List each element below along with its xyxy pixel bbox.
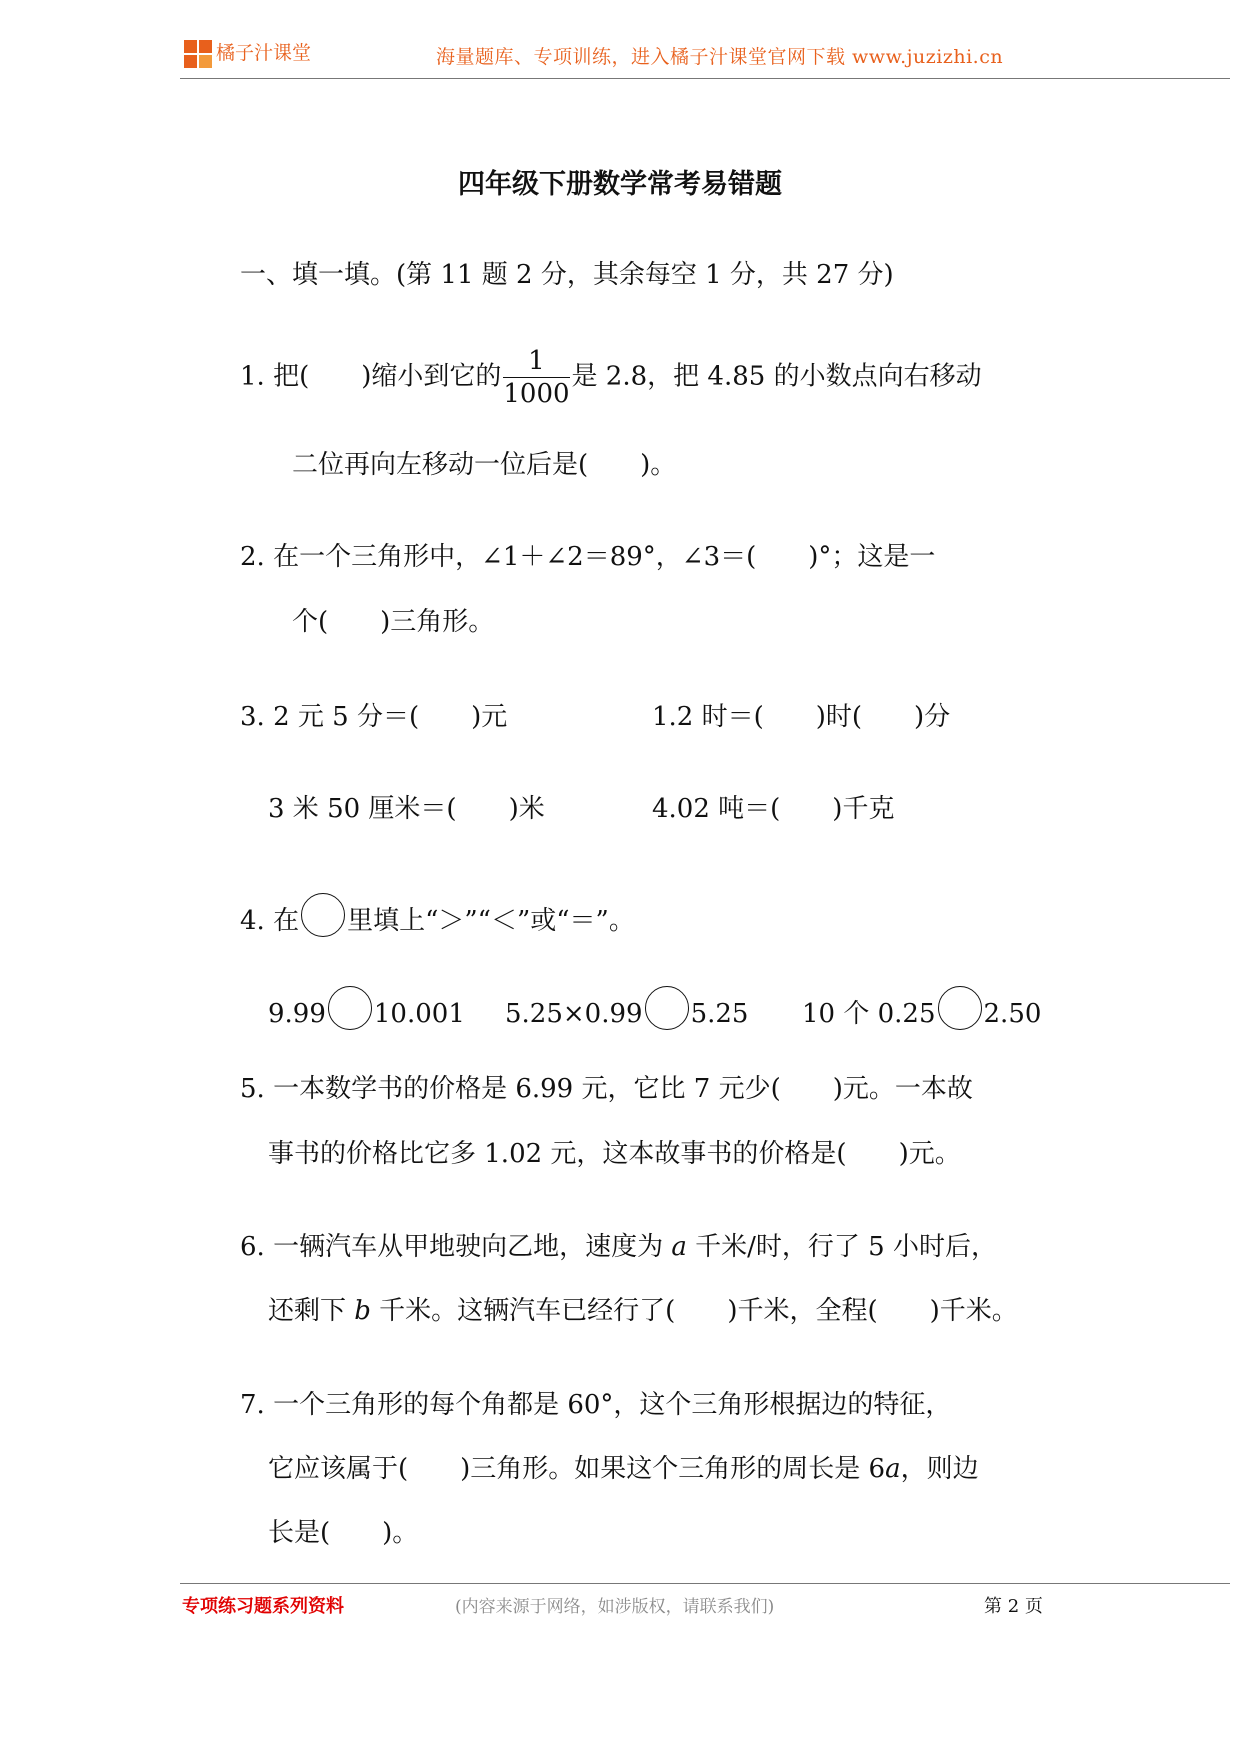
footer-divider (180, 1583, 1230, 1584)
q4-text-a: 4. 在 (240, 906, 300, 936)
comparison-3-left: 10 个 0.25 (802, 999, 936, 1029)
variable-b: b (354, 1296, 371, 1326)
question-7-line-1: 7. 一个三角形的每个角都是 60°，这个三角形根据边的特征， (240, 1390, 952, 1420)
comparison-3 (802, 986, 1041, 1031)
header-slogan[interactable]: 海量题库、专项训练，进入橘子汁课堂官网下载 www.juzizhi.cn (436, 46, 1004, 68)
comparison-2 (505, 986, 748, 1031)
q7-text-2a: 它应该属于( )三角形。如果这个三角形的周长是 6 (268, 1454, 886, 1484)
comparison-1-circle[interactable] (328, 986, 372, 1030)
answer-circle[interactable] (301, 893, 345, 937)
question-2-line-2: 个( )三角形。 (292, 607, 495, 637)
question-3-item-c: 3 米 50 厘米＝( )米 (268, 794, 545, 824)
logo-text: 橘子汁课堂 (216, 42, 312, 64)
comparison-2-left: 5.25×0.99 (505, 999, 643, 1029)
question-6-line-2 (268, 1294, 1018, 1328)
q6-text-1a: 6. 一辆汽车从甲地驶向乙地，速度为 (240, 1232, 672, 1262)
variable-a: a (671, 1232, 687, 1262)
q6-text-2b: 千米。这辆汽车已经行了( )千米，全程( )千米。 (370, 1296, 1018, 1326)
comparison-1-left: 9.99 (268, 999, 326, 1029)
question-3-item-d: 4.02 吨＝( )千克 (652, 794, 895, 824)
q6-text-1b: 千米/时，行了 5 小时后， (686, 1232, 997, 1262)
orange-logo-icon (184, 40, 214, 70)
q7-text-2b: ，则边 (900, 1454, 979, 1484)
variable-a: a (885, 1454, 901, 1484)
fraction (503, 348, 569, 407)
question-3-item-a: 3. 2 元 5 分＝( )元 (240, 702, 508, 732)
question-6-line-1 (240, 1230, 997, 1264)
question-5-line-1: 5. 一本数学书的价格是 6.99 元，它比 7 元少( )元。一本故 (240, 1074, 973, 1104)
comparison-1 (268, 986, 465, 1031)
fraction-denominator: 1000 (503, 379, 570, 409)
q1-text-a: 1. 把( )缩小到它的 (240, 361, 502, 392)
comparison-1-right: 10.001 (373, 999, 465, 1029)
fraction-numerator: 1 (503, 348, 569, 378)
q1-text-b: 是 2.8，把 4.85 的小数点向右移动 (571, 361, 982, 392)
question-5-line-2: 事书的价格比它多 1.02 元，这本故事书的价格是( )元。 (268, 1139, 961, 1169)
question-1-line-1 (240, 348, 982, 407)
question-2-line-1: 2. 在一个三角形中，∠1＋∠2＝89°，∠3＝( )°；这是一 (240, 542, 936, 572)
question-7-line-3: 长是( )。 (268, 1518, 419, 1548)
question-3-item-b: 1.2 时＝( )时( )分 (652, 702, 951, 732)
question-7-line-2 (268, 1452, 979, 1486)
comparison-2-right: 5.25 (690, 999, 749, 1029)
footer-copyright-note: (内容来源于网络，如涉版权，请联系我们) (455, 1597, 775, 1617)
footer-series-label: 专项练习题系列资料 (182, 1596, 344, 1617)
comparison-3-circle[interactable] (938, 986, 982, 1030)
comparison-2-circle[interactable] (645, 986, 689, 1030)
page-title: 四年级下册数学常考易错题 (458, 169, 782, 200)
section-heading: 一、填一填。(第 11 题 2 分，其余每空 1 分，共 27 分) (240, 260, 894, 290)
header-divider (180, 78, 1230, 79)
page-number: 第 2 页 (984, 1596, 1043, 1617)
question-4-line-1 (240, 893, 635, 938)
question-1-line-2: 二位再向左移动一位后是( )。 (292, 450, 677, 480)
comparison-3-right: 2.50 (983, 999, 1042, 1029)
q4-text-b: 里填上“＞”“＜”或“＝”。 (347, 906, 635, 936)
q6-text-2a: 还剩下 (268, 1296, 355, 1326)
